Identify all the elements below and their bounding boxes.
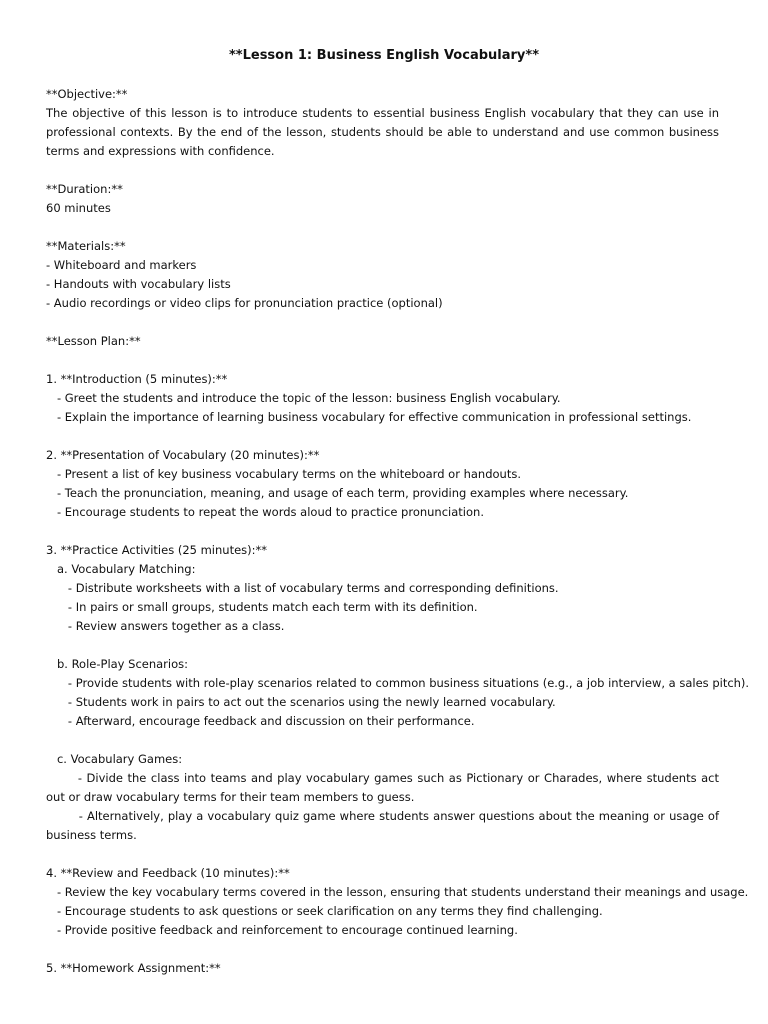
step3-a-heading: a. Vocabulary Matching: (46, 562, 196, 576)
step3-c-item: - Divide the class into teams and play vocabulary games such as Pictionary or Charades, where students act out or draw vocabulary terms for their team members to guess. (46, 771, 723, 804)
step2-item: - Present a list of key business vocabulary terms on the whiteboard or handouts. (46, 467, 521, 481)
step3-b-item: - Provide students with role-play scenarios related to common business situations (e.g., a job interview, a sales pitch). (46, 676, 750, 690)
step1-item: - Explain the importance of learning business vocabulary for effective communication in professional settings. (46, 410, 692, 424)
step3-a-item: - Distribute worksheets with a list of vocabulary terms and corresponding definitions. (46, 581, 559, 595)
materials-item: - Handouts with vocabulary lists (46, 277, 231, 291)
step3-a-item: - Review answers together as a class. (46, 619, 285, 633)
step1-heading: 1. **Introduction (5 minutes):** (46, 372, 228, 386)
step2-heading: 2. **Presentation of Vocabulary (20 minutes):** (46, 448, 320, 462)
step2-item: - Encourage students to repeat the words aloud to practice pronunciation. (46, 505, 484, 519)
document-body (46, 85, 750, 978)
step3-c-item: - Alternatively, play a vocabulary quiz game where students answer questions about the meaning or usage of business terms. (46, 809, 723, 842)
duration-value: 60 minutes (46, 201, 111, 215)
objective-heading: **Objective:** (46, 87, 128, 101)
materials-item: - Audio recordings or video clips for pronunciation practice (optional) (46, 296, 443, 310)
step4-item: - Review the key vocabulary terms covered in the lesson, ensuring that students understand their meanings and usage. (46, 885, 749, 899)
objective-text: The objective of this lesson is to introduce students to essential business English vocabulary that they can use in professional contexts. By the end of the lesson, students should be able to understand and use common business terms and expressions with confidence. (46, 106, 719, 158)
page-title: **Lesson 1: Business English Vocabulary** (229, 48, 539, 63)
step5-heading: 5. **Homework Assignment:** (46, 961, 221, 975)
lesson-plan-heading: **Lesson Plan:** (46, 334, 141, 348)
step4-heading: 4. **Review and Feedback (10 minutes):** (46, 866, 290, 880)
duration-heading: **Duration:** (46, 182, 123, 196)
step3-b-item: - Afterward, encourage feedback and discussion on their performance. (46, 714, 475, 728)
step3-a-item: - In pairs or small groups, students match each term with its definition. (46, 600, 478, 614)
step3-b-item: - Students work in pairs to act out the scenarios using the newly learned vocabulary. (46, 695, 556, 709)
step3-c-heading: c. Vocabulary Games: (46, 752, 183, 766)
step4-item: - Provide positive feedback and reinforcement to encourage continued learning. (46, 923, 518, 937)
materials-heading: **Materials:** (46, 239, 126, 253)
step2-item: - Teach the pronunciation, meaning, and usage of each term, providing examples where necessary. (46, 486, 629, 500)
step3-heading: 3. **Practice Activities (25 minutes):** (46, 543, 268, 557)
materials-item: - Whiteboard and markers (46, 258, 197, 272)
step1-item: - Greet the students and introduce the topic of the lesson: business English vocabulary. (46, 391, 561, 405)
step3-b-heading: b. Role-Play Scenarios: (46, 657, 189, 671)
step4-item: - Encourage students to ask questions or seek clarification on any terms they find challenging. (46, 904, 603, 918)
